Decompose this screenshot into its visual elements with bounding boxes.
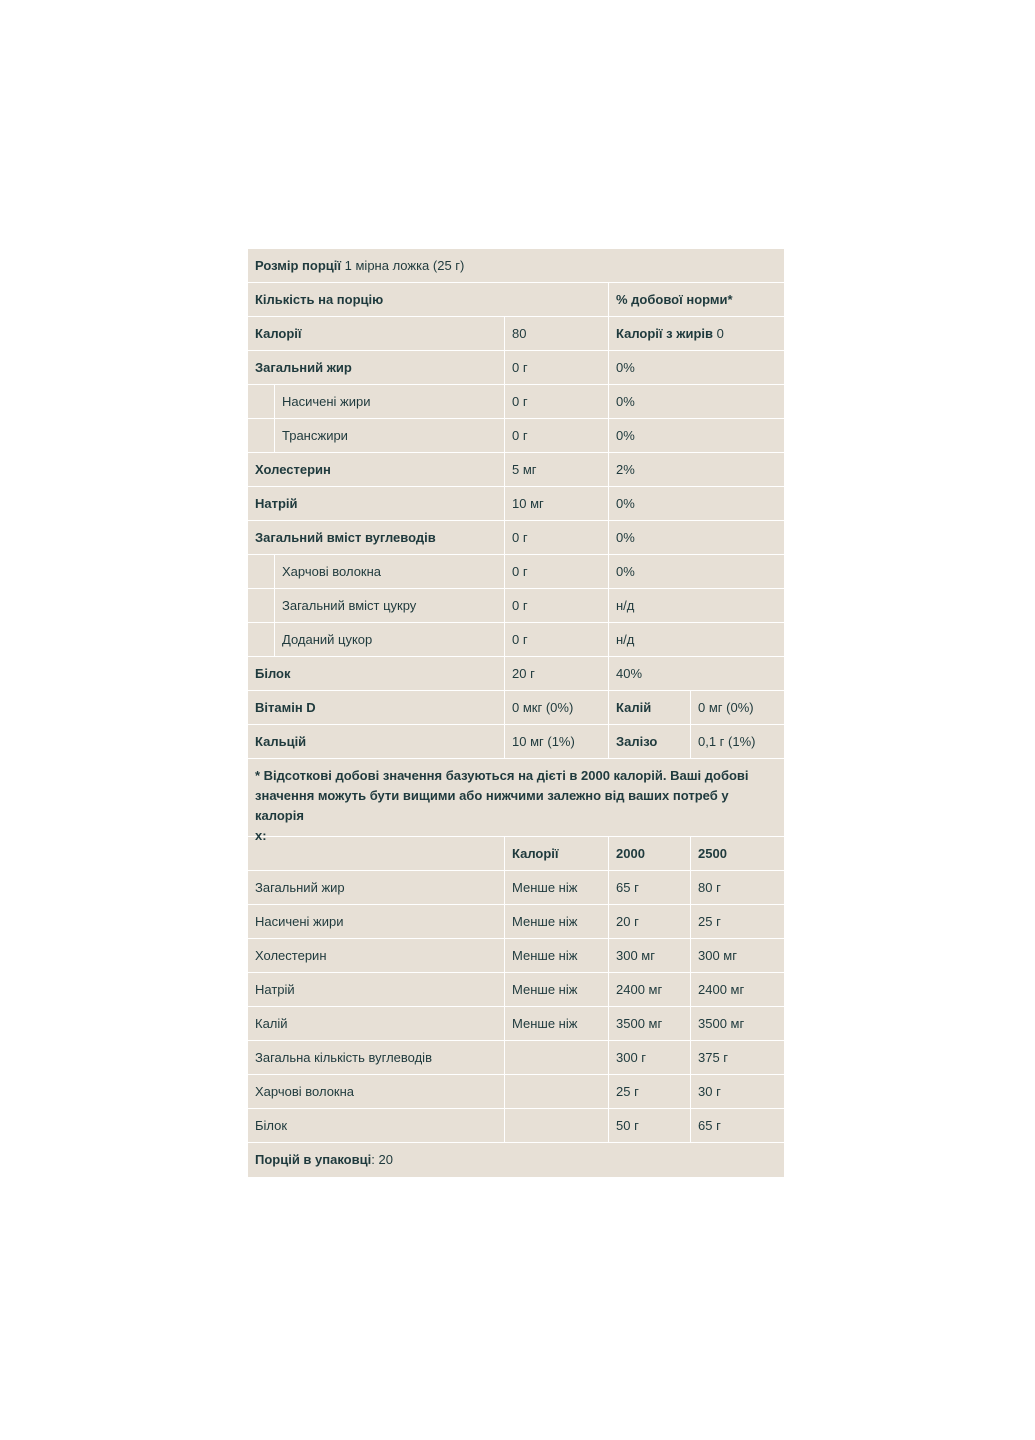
nutrient-dv: 40% — [608, 657, 784, 690]
nutrient-name: Доданий цукор — [274, 623, 504, 656]
vitamin-value: 0 мкг (0%) — [504, 691, 608, 724]
calories-row — [248, 317, 784, 351]
nutrition-facts-table — [248, 249, 784, 1177]
nutrient-amount: 0 г — [504, 623, 608, 656]
footnote-line: * Відсоткові добові значення базуються на дієті в 2000 калорій. Ваші добові — [255, 768, 749, 783]
nutrient-name: Загальний вміст вуглеводів — [255, 530, 436, 545]
indent-spacer — [248, 589, 274, 622]
nutrient-row-sub — [248, 419, 784, 453]
mineral-value: 0,1 г (1%) — [690, 725, 784, 758]
mineral-name: Залізо — [608, 725, 690, 758]
nutrient-row — [248, 657, 784, 691]
nutrient-amount: 10 мг — [504, 487, 608, 520]
reference-qualifier: Менше ніж — [504, 939, 608, 972]
vitamin-name: Кальцій — [255, 734, 307, 749]
reference-header-2500: 2500 — [690, 837, 784, 870]
indent-spacer — [248, 623, 274, 656]
serving-size-label: Розмір порції — [255, 258, 342, 273]
nutrient-amount: 20 г — [504, 657, 608, 690]
reference-value-2000: 25 г — [608, 1075, 690, 1108]
nutrient-amount: 0 г — [504, 351, 608, 384]
vitamin-row — [248, 725, 784, 759]
nutrient-amount: 5 мг — [504, 453, 608, 486]
reference-qualifier — [504, 1109, 608, 1142]
reference-value-2000: 65 г — [608, 871, 690, 904]
nutrient-amount: 0 г — [504, 589, 608, 622]
serving-size-cell — [248, 249, 784, 282]
vitamin-row — [248, 691, 784, 725]
reference-value-2000: 300 мг — [608, 939, 690, 972]
nutrient-amount: 0 г — [504, 419, 608, 452]
nutrient-name: Харчові волокна — [274, 555, 504, 588]
reference-row — [248, 905, 784, 939]
footnote-line: значення можуть бути вищими або нижчими залежно від ваших потреб у калорія — [255, 788, 729, 823]
nutrient-amount: 0 г — [504, 555, 608, 588]
reference-nutrient: Харчові волокна — [255, 1084, 355, 1099]
reference-nutrient: Загальна кількість вуглеводів — [255, 1050, 432, 1065]
calories-label: Калорії — [255, 326, 302, 341]
reference-row — [248, 1075, 784, 1109]
nutrient-row-sub — [248, 623, 784, 657]
reference-qualifier: Менше ніж — [504, 1007, 608, 1040]
reference-qualifier — [504, 1041, 608, 1074]
reference-nutrient: Холестерин — [255, 948, 327, 963]
reference-value-2500: 3500 мг — [690, 1007, 784, 1040]
reference-value-2000: 20 г — [608, 905, 690, 938]
vitamin-name: Вітамін D — [255, 700, 316, 715]
reference-qualifier: Менше ніж — [504, 905, 608, 938]
nutrient-dv: н/д — [608, 589, 784, 622]
nutrient-dv: 0% — [608, 419, 784, 452]
reference-header-row — [248, 837, 784, 871]
nutrient-row — [248, 453, 784, 487]
serving-size-row — [248, 249, 784, 283]
nutrient-amount: 0 г — [504, 385, 608, 418]
nutrient-name: Насичені жири — [274, 385, 504, 418]
reference-nutrient: Білок — [255, 1118, 288, 1133]
reference-row — [248, 1007, 784, 1041]
reference-nutrient: Натрій — [255, 982, 295, 997]
daily-value-footnote — [248, 759, 784, 843]
nutrient-dv: 0% — [608, 351, 784, 384]
indent-spacer — [248, 419, 274, 452]
nutrient-name: Холестерин — [255, 462, 331, 477]
servings-per-container-value: : 20 — [371, 1152, 393, 1167]
calories-from-fat-value: 0 — [716, 326, 724, 341]
reference-value-2000: 300 г — [608, 1041, 690, 1074]
servings-per-container-row — [248, 1143, 784, 1177]
reference-value-2500: 375 г — [690, 1041, 784, 1074]
reference-row — [248, 1109, 784, 1143]
indent-spacer — [248, 555, 274, 588]
reference-qualifier: Менше ніж — [504, 973, 608, 1006]
nutrient-row — [248, 351, 784, 385]
reference-qualifier: Менше ніж — [504, 871, 608, 904]
calories-from-fat-label: Калорії з жирів — [616, 326, 713, 341]
reference-value-2000: 50 г — [608, 1109, 690, 1142]
reference-header-blank — [248, 837, 504, 870]
reference-qualifier — [504, 1075, 608, 1108]
nutrient-dv: 0% — [608, 521, 784, 554]
footnote-line: х: — [255, 828, 267, 843]
mineral-value: 0 мг (0%) — [690, 691, 784, 724]
nutrient-dv: 0% — [608, 555, 784, 588]
reference-value-2500: 300 мг — [690, 939, 784, 972]
nutrient-row-sub — [248, 589, 784, 623]
servings-per-container-label: Порцій в упаковці — [255, 1152, 372, 1167]
vitamin-value: 10 мг (1%) — [504, 725, 608, 758]
nutrient-amount: 0 г — [504, 521, 608, 554]
nutrient-name: Трансжири — [274, 419, 504, 452]
nutrient-dv: 0% — [608, 385, 784, 418]
calories-from-fat-cell — [608, 317, 784, 350]
reference-value-2500: 65 г — [690, 1109, 784, 1142]
mineral-name: Калій — [608, 691, 690, 724]
reference-nutrient: Загальний жир — [255, 880, 345, 895]
nutrient-row — [248, 521, 784, 555]
nutrient-name: Загальний жир — [255, 360, 352, 375]
reference-value-2500: 30 г — [690, 1075, 784, 1108]
calories-value: 80 — [504, 317, 608, 350]
reference-value-2000: 2400 мг — [608, 973, 690, 1006]
nutrient-name: Загальний вміст цукру — [274, 589, 504, 622]
reference-header-calories: Калорії — [504, 837, 608, 870]
nutrient-name: Натрій — [255, 496, 298, 511]
nutrient-dv: 2% — [608, 453, 784, 486]
daily-value-header: % добової норми* — [608, 283, 784, 316]
amount-per-serving-label: Кількість на порцію — [255, 292, 384, 307]
serving-size-value: 1 мірна ложка (25 г) — [344, 258, 465, 273]
reference-nutrient: Калій — [255, 1016, 288, 1031]
nutrient-dv: н/д — [608, 623, 784, 656]
nutrient-row-sub — [248, 385, 784, 419]
nutrient-dv: 0% — [608, 487, 784, 520]
reference-nutrient: Насичені жири — [255, 914, 344, 929]
servings-per-container-cell — [248, 1143, 784, 1177]
reference-row — [248, 1041, 784, 1075]
reference-value-2500: 80 г — [690, 871, 784, 904]
nutrient-row-sub — [248, 555, 784, 589]
reference-value-2000: 3500 мг — [608, 1007, 690, 1040]
reference-value-2500: 25 г — [690, 905, 784, 938]
indent-spacer — [248, 385, 274, 418]
nutrient-name: Білок — [255, 666, 291, 681]
reference-row — [248, 939, 784, 973]
reference-value-2500: 2400 мг — [690, 973, 784, 1006]
reference-row — [248, 973, 784, 1007]
amount-header-row — [248, 283, 784, 317]
nutrient-row — [248, 487, 784, 521]
reference-row — [248, 871, 784, 905]
reference-header-2000: 2000 — [608, 837, 690, 870]
